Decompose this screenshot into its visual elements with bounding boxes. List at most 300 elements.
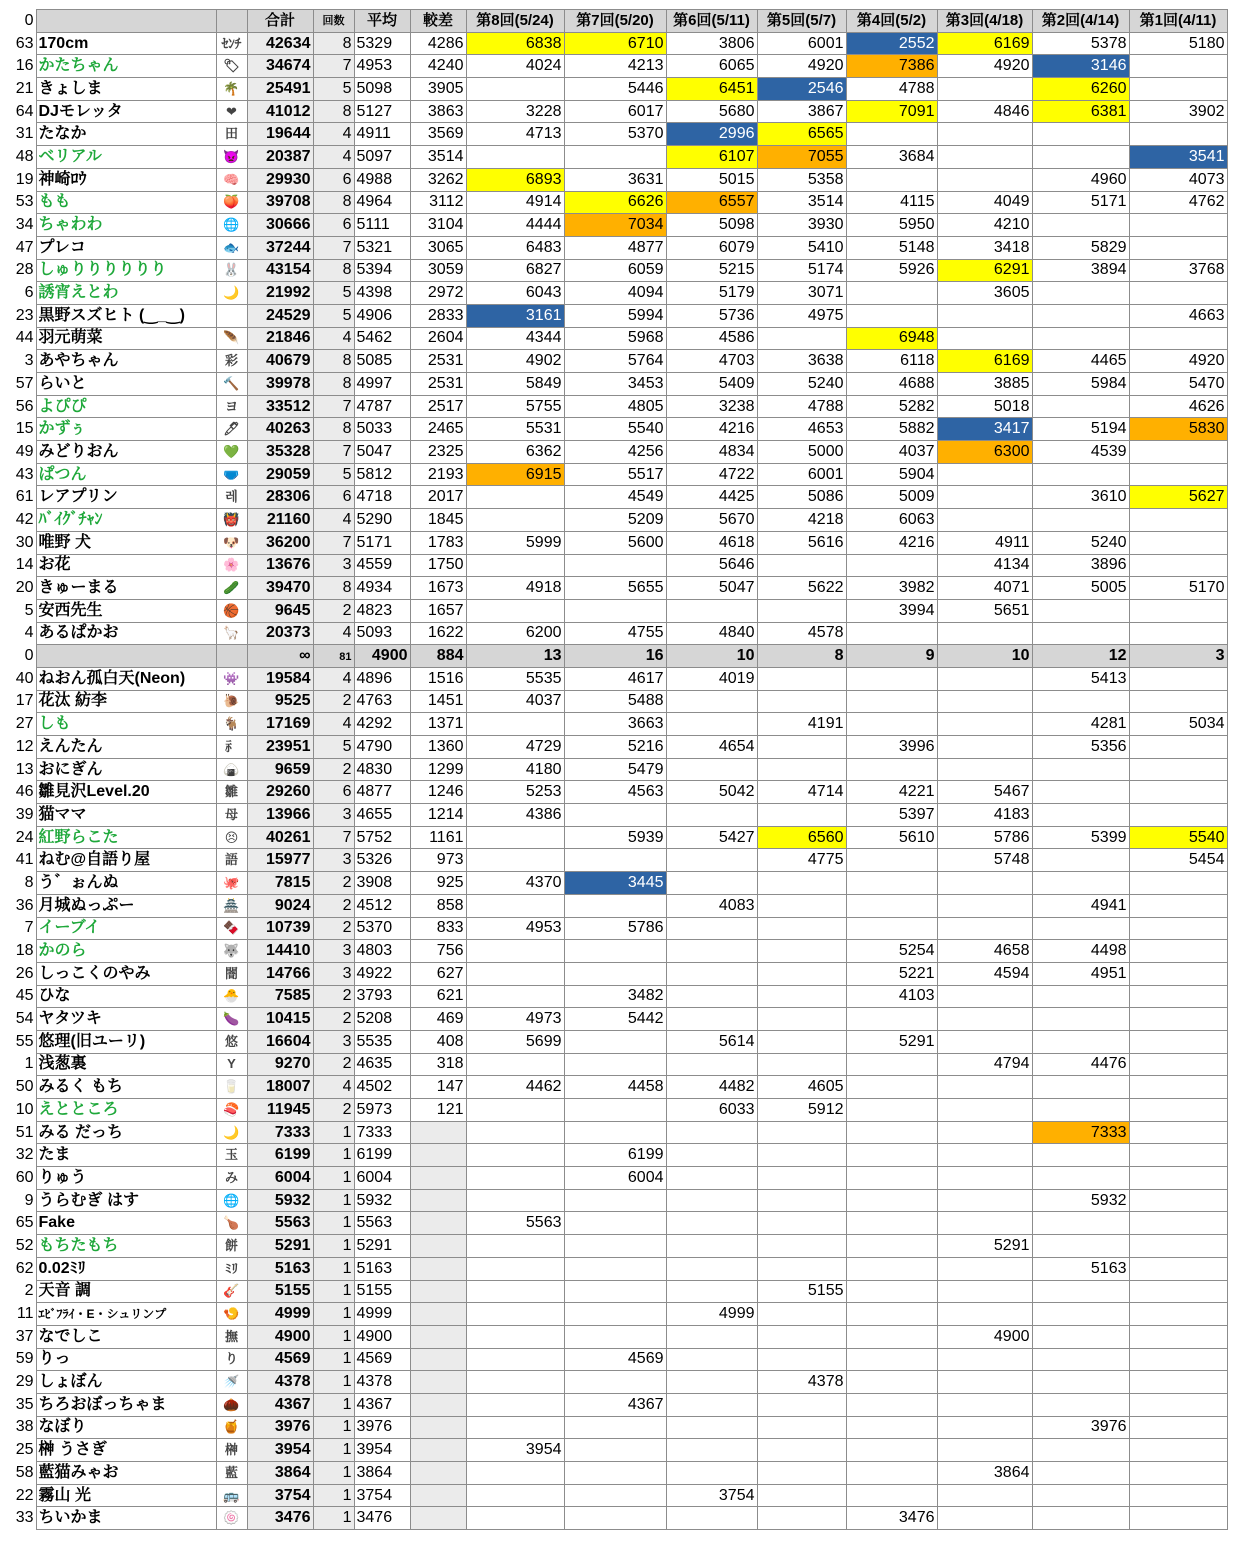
- player-name: ヤタツキ: [36, 1008, 216, 1031]
- player-icon: 玉: [216, 1144, 247, 1167]
- round-score: [937, 1348, 1032, 1371]
- round-score: [666, 872, 757, 895]
- header-round-6: 第6回(5/11): [666, 10, 757, 33]
- player-name: よぴぴ: [36, 395, 216, 418]
- round-score: 3541: [1129, 146, 1227, 169]
- header-round-3: 第3回(4/18): [937, 10, 1032, 33]
- score-range: 1214: [410, 804, 466, 827]
- score-range: 1750: [410, 554, 466, 577]
- round-score: [1032, 985, 1129, 1008]
- player-name: きょしま: [36, 78, 216, 101]
- play-count: 8: [313, 373, 354, 396]
- round-score: 4458: [564, 1076, 666, 1099]
- round-score: 4482: [666, 1076, 757, 1099]
- total-score: 21992: [247, 282, 313, 305]
- table-row: [4, 55, 1227, 78]
- play-count: 8: [313, 418, 354, 441]
- round-score: 3885: [937, 373, 1032, 396]
- score-range: [410, 1212, 466, 1235]
- round-score: 5736: [666, 304, 757, 327]
- average-score: 5163: [354, 1257, 410, 1280]
- score-range: 2833: [410, 304, 466, 327]
- player-icon: 🍯: [216, 1416, 247, 1439]
- round-score: 6065: [666, 55, 757, 78]
- total-score: 35328: [247, 441, 313, 464]
- row-index: 18: [15, 942, 34, 960]
- player-name: らいと: [36, 373, 216, 396]
- total-score: 21846: [247, 327, 313, 350]
- round-score: [666, 1393, 757, 1416]
- round-score: 4563: [564, 781, 666, 804]
- player-name: なでしこ: [36, 1325, 216, 1348]
- round-score: 4900: [937, 1325, 1032, 1348]
- round-score: 5531: [466, 418, 564, 441]
- round-score: [564, 1121, 666, 1144]
- round-score: [757, 1507, 846, 1530]
- round-score: 5999: [466, 531, 564, 554]
- round-score: 6059: [564, 259, 666, 282]
- play-count: 2: [313, 758, 354, 781]
- round-score: 4386: [466, 804, 564, 827]
- score-range: 2465: [410, 418, 466, 441]
- table-row: [4, 1348, 1227, 1371]
- round-score: [846, 1257, 937, 1280]
- average-score: 5098: [354, 78, 410, 101]
- round-score: 2996: [666, 123, 757, 146]
- average-score: 4997: [354, 373, 410, 396]
- average-score: 4367: [354, 1393, 410, 1416]
- round-score: [846, 849, 937, 872]
- round-score: 4218: [757, 509, 846, 532]
- round-score: 4920: [1129, 350, 1227, 373]
- round-score: [666, 1371, 757, 1394]
- round-score: [937, 894, 1032, 917]
- round-score: [466, 1167, 564, 1190]
- score-range: [410, 1371, 466, 1394]
- round-score: 3445: [564, 872, 666, 895]
- average-score: 5370: [354, 917, 410, 940]
- average-score: 4803: [354, 940, 410, 963]
- round-score: [846, 1212, 937, 1235]
- player-name: 霧山 光: [36, 1484, 216, 1507]
- round-score: [1129, 1030, 1227, 1053]
- player-icon: ❤: [216, 100, 247, 123]
- row-index: 53: [15, 193, 34, 211]
- score-range: 621: [410, 985, 466, 1008]
- round-score: 3418: [937, 236, 1032, 259]
- round-score: [564, 1371, 666, 1394]
- row-index: 36: [15, 896, 34, 914]
- round-score: 4794: [937, 1053, 1032, 1076]
- round-score: 6063: [846, 509, 937, 532]
- round-score: 4024: [466, 55, 564, 78]
- round-score: [564, 599, 666, 622]
- total-score: 17169: [247, 713, 313, 736]
- player-icon: ﾐﾘ: [216, 1257, 247, 1280]
- round-score: 4462: [466, 1076, 564, 1099]
- round-score: 5950: [846, 214, 937, 237]
- round-score: 4840: [666, 622, 757, 645]
- round-score: 4920: [937, 55, 1032, 78]
- round-score: [564, 146, 666, 169]
- round-score: 3768: [1129, 259, 1227, 282]
- round-score: [666, 1416, 757, 1439]
- play-count: 5: [313, 304, 354, 327]
- round-score: [1129, 1280, 1227, 1303]
- round-score: [1129, 1393, 1227, 1416]
- score-range: 1371: [410, 713, 466, 736]
- row-index: 45: [15, 987, 34, 1005]
- round-score: [757, 1257, 846, 1280]
- total-score: 7333: [247, 1121, 313, 1144]
- round-score: 4037: [846, 441, 937, 464]
- round-score: 5240: [757, 373, 846, 396]
- player-icon: Y: [216, 1053, 247, 1076]
- round-score: [1129, 214, 1227, 237]
- score-range: 3059: [410, 259, 466, 282]
- play-count: 1: [313, 1212, 354, 1235]
- total-score: 9024: [247, 894, 313, 917]
- player-name: うらむぎ はす: [36, 1189, 216, 1212]
- round-score: 3610: [1032, 486, 1129, 509]
- round-score: 3902: [1129, 100, 1227, 123]
- round-score: 4626: [1129, 395, 1227, 418]
- player-name: 天音 調: [36, 1280, 216, 1303]
- round-score: 5680: [666, 100, 757, 123]
- round-score: [466, 1121, 564, 1144]
- round-score: [564, 940, 666, 963]
- play-count: 6: [313, 168, 354, 191]
- player-name: たま: [36, 1144, 216, 1167]
- round-score: [466, 713, 564, 736]
- average-score: 5111: [354, 214, 410, 237]
- table-body: [4, 10, 1227, 1530]
- play-count: 1: [313, 1348, 354, 1371]
- round-score: [937, 1303, 1032, 1326]
- round-score: [937, 1507, 1032, 1530]
- average-score: 3476: [354, 1507, 410, 1530]
- round-score: [937, 1030, 1032, 1053]
- round-score: 3754: [666, 1484, 757, 1507]
- round-score: 6300: [937, 441, 1032, 464]
- average-score: 4569: [354, 1348, 410, 1371]
- round-score: [564, 554, 666, 577]
- round-score: 4658: [937, 940, 1032, 963]
- player-name: えとところ: [36, 1099, 216, 1122]
- player-icon: 🦙: [216, 622, 247, 645]
- score-range: [410, 1484, 466, 1507]
- round-score: [757, 1053, 846, 1076]
- round-score: [564, 1462, 666, 1485]
- average-score: 5394: [354, 259, 410, 282]
- play-count: 5: [313, 736, 354, 759]
- round-score: [666, 1053, 757, 1076]
- player-name: ひな: [36, 985, 216, 1008]
- round-score: 6043: [466, 282, 564, 305]
- round-score: [937, 509, 1032, 532]
- round-score: [466, 849, 564, 872]
- round-score: 5000: [757, 441, 846, 464]
- header-round-4: 第4回(5/2): [846, 10, 937, 33]
- score-range: 2517: [410, 395, 466, 418]
- score-range: 3104: [410, 214, 466, 237]
- total-score: 9525: [247, 690, 313, 713]
- total-score: 30666: [247, 214, 313, 237]
- player-name: 安西先生: [36, 599, 216, 622]
- round-score: [1129, 1121, 1227, 1144]
- round-score: [666, 962, 757, 985]
- row-index: 61: [15, 488, 34, 506]
- player-name: ちゃわわ: [36, 214, 216, 237]
- table-row: [4, 940, 1227, 963]
- round-score: 4594: [937, 962, 1032, 985]
- round-score: [846, 1484, 937, 1507]
- summary-round-count: 3: [1129, 645, 1227, 668]
- table-row: [4, 1393, 1227, 1416]
- round-score: [666, 1507, 757, 1530]
- play-count: 4: [313, 327, 354, 350]
- round-score: [937, 1099, 1032, 1122]
- round-score: [846, 123, 937, 146]
- round-score: 6017: [564, 100, 666, 123]
- score-range: 1622: [410, 622, 466, 645]
- round-score: [757, 1008, 846, 1031]
- round-score: 3146: [1032, 55, 1129, 78]
- round-score: 4216: [846, 531, 937, 554]
- round-score: 6260: [1032, 78, 1129, 101]
- round-score: [564, 1053, 666, 1076]
- total-score: 29260: [247, 781, 313, 804]
- round-score: [1032, 282, 1129, 305]
- average-score: 4896: [354, 667, 410, 690]
- round-score: 5470: [1129, 373, 1227, 396]
- player-name: ちろおぼっちゃま: [36, 1393, 216, 1416]
- row-index: 65: [15, 1214, 34, 1232]
- row-index: 21: [15, 79, 34, 97]
- round-score: [564, 894, 666, 917]
- round-score: 3161: [466, 304, 564, 327]
- player-icon: 撫: [216, 1325, 247, 1348]
- round-score: 5413: [1032, 667, 1129, 690]
- row-index: 13: [15, 760, 34, 778]
- row-index: 46: [15, 783, 34, 801]
- round-score: 5254: [846, 940, 937, 963]
- round-score: 4083: [666, 894, 757, 917]
- round-score: 4654: [666, 736, 757, 759]
- round-score: [1129, 599, 1227, 622]
- round-score: 5356: [1032, 736, 1129, 759]
- round-score: [846, 1144, 937, 1167]
- player-icon: 👾: [216, 667, 247, 690]
- round-score: [1032, 395, 1129, 418]
- row-index: 43: [15, 465, 34, 483]
- summary-round-count: 12: [1032, 645, 1129, 668]
- round-score: [1129, 1484, 1227, 1507]
- round-score: 5540: [1129, 826, 1227, 849]
- round-score: [564, 1099, 666, 1122]
- score-range: 858: [410, 894, 466, 917]
- player-icon: 🍆: [216, 1008, 247, 1031]
- play-count: 6: [313, 214, 354, 237]
- play-count: 7: [313, 531, 354, 554]
- play-count: 7: [313, 236, 354, 259]
- round-score: [466, 1484, 564, 1507]
- row-index: 27: [15, 715, 34, 733]
- round-score: [846, 1235, 937, 1258]
- player-icon: 💚: [216, 441, 247, 464]
- round-score: 6118: [846, 350, 937, 373]
- table-row: [4, 599, 1227, 622]
- play-count: 2: [313, 1053, 354, 1076]
- round-score: [1032, 1462, 1129, 1485]
- total-score: 6004: [247, 1167, 313, 1190]
- average-score: 4790: [354, 736, 410, 759]
- round-score: [937, 1393, 1032, 1416]
- row-index: 64: [15, 102, 34, 120]
- average-score: 5321: [354, 236, 410, 259]
- table-row: [4, 1189, 1227, 1212]
- round-score: [937, 1439, 1032, 1462]
- round-score: [1129, 1325, 1227, 1348]
- round-score: 4586: [666, 327, 757, 350]
- player-icon: 🐐: [216, 713, 247, 736]
- round-score: [846, 1416, 937, 1439]
- round-score: [757, 327, 846, 350]
- round-score: [466, 1303, 564, 1326]
- round-score: [1032, 804, 1129, 827]
- round-score: [757, 1416, 846, 1439]
- average-score: 5208: [354, 1008, 410, 1031]
- total-score: 3864: [247, 1462, 313, 1485]
- round-score: 5194: [1032, 418, 1129, 441]
- row-index: 8: [24, 873, 34, 891]
- round-score: [466, 1348, 564, 1371]
- round-score: [1129, 1189, 1227, 1212]
- round-score: [1032, 1099, 1129, 1122]
- round-score: [666, 1008, 757, 1031]
- round-score: 3228: [466, 100, 564, 123]
- round-score: [666, 1144, 757, 1167]
- round-score: [757, 1484, 846, 1507]
- round-score: [757, 1462, 846, 1485]
- round-score: [1032, 1144, 1129, 1167]
- player-name: もちたもち: [36, 1235, 216, 1258]
- round-score: [937, 1371, 1032, 1394]
- play-count: 4: [313, 146, 354, 169]
- player-icon: 🍫: [216, 917, 247, 940]
- round-score: [1129, 1439, 1227, 1462]
- player-icon: 🐌: [216, 690, 247, 713]
- summary-round-count: 8: [757, 645, 846, 668]
- round-score: 4918: [466, 577, 564, 600]
- round-score: 3605: [937, 282, 1032, 305]
- score-range: 1783: [410, 531, 466, 554]
- player-name: 紅野らこた: [36, 826, 216, 849]
- round-score: 4191: [757, 713, 846, 736]
- round-score: 4578: [757, 622, 846, 645]
- table-row: [4, 962, 1227, 985]
- average-score: 4922: [354, 962, 410, 985]
- round-score: [846, 1462, 937, 1485]
- round-score: 4476: [1032, 1053, 1129, 1076]
- round-score: 5446: [564, 78, 666, 101]
- round-score: [1032, 849, 1129, 872]
- score-range: 4240: [410, 55, 466, 78]
- row-index: 37: [15, 1327, 34, 1345]
- average-score: 5329: [354, 32, 410, 55]
- round-score: 6169: [937, 350, 1032, 373]
- total-score: 37244: [247, 236, 313, 259]
- score-range: 4286: [410, 32, 466, 55]
- total-score: 39708: [247, 191, 313, 214]
- round-score: 5291: [846, 1030, 937, 1053]
- total-score: 33512: [247, 395, 313, 418]
- total-score: 42634: [247, 32, 313, 55]
- round-score: 4444: [466, 214, 564, 237]
- average-score: 4512: [354, 894, 410, 917]
- round-score: 5209: [564, 509, 666, 532]
- round-score: 5830: [1129, 418, 1227, 441]
- round-score: [666, 917, 757, 940]
- round-score: 3238: [666, 395, 757, 418]
- round-score: [757, 1030, 846, 1053]
- average-score: 4964: [354, 191, 410, 214]
- round-score: 4605: [757, 1076, 846, 1099]
- score-range: 3112: [410, 191, 466, 214]
- row-index: 39: [15, 805, 34, 823]
- round-score: [937, 736, 1032, 759]
- average-score: 5093: [354, 622, 410, 645]
- play-count: 7: [313, 55, 354, 78]
- round-score: [757, 1325, 846, 1348]
- total-score: 18007: [247, 1076, 313, 1099]
- average-score: 5563: [354, 1212, 410, 1235]
- table-row: [4, 1484, 1227, 1507]
- total-score: 41012: [247, 100, 313, 123]
- player-name: Fake: [36, 1212, 216, 1235]
- round-score: 5240: [1032, 531, 1129, 554]
- round-score: [846, 713, 937, 736]
- table-row: [4, 1507, 1227, 1530]
- round-score: [564, 1507, 666, 1530]
- round-score: 6483: [466, 236, 564, 259]
- round-score: 7386: [846, 55, 937, 78]
- play-count: 2: [313, 872, 354, 895]
- row-index: 1: [24, 1055, 34, 1073]
- round-score: [757, 804, 846, 827]
- average-score: 5973: [354, 1099, 410, 1122]
- player-icon: 🥒: [216, 577, 247, 600]
- row-index: 63: [15, 34, 34, 52]
- play-count: 2: [313, 599, 354, 622]
- round-score: 3684: [846, 146, 937, 169]
- round-score: 3996: [846, 736, 937, 759]
- round-score: 6200: [466, 622, 564, 645]
- summary-diff: 884: [410, 645, 466, 668]
- average-score: 3793: [354, 985, 410, 1008]
- round-score: [1032, 872, 1129, 895]
- round-score: 4370: [466, 872, 564, 895]
- player-name: イーブイ: [36, 917, 216, 940]
- round-score: 6915: [466, 463, 564, 486]
- play-count: 4: [313, 667, 354, 690]
- score-range: [410, 1416, 466, 1439]
- player-icon: ｾﾝﾁ: [216, 32, 247, 55]
- round-score: [666, 599, 757, 622]
- total-score: 40263: [247, 418, 313, 441]
- round-score: 5517: [564, 463, 666, 486]
- player-name: ねむ@自語り屋: [36, 849, 216, 872]
